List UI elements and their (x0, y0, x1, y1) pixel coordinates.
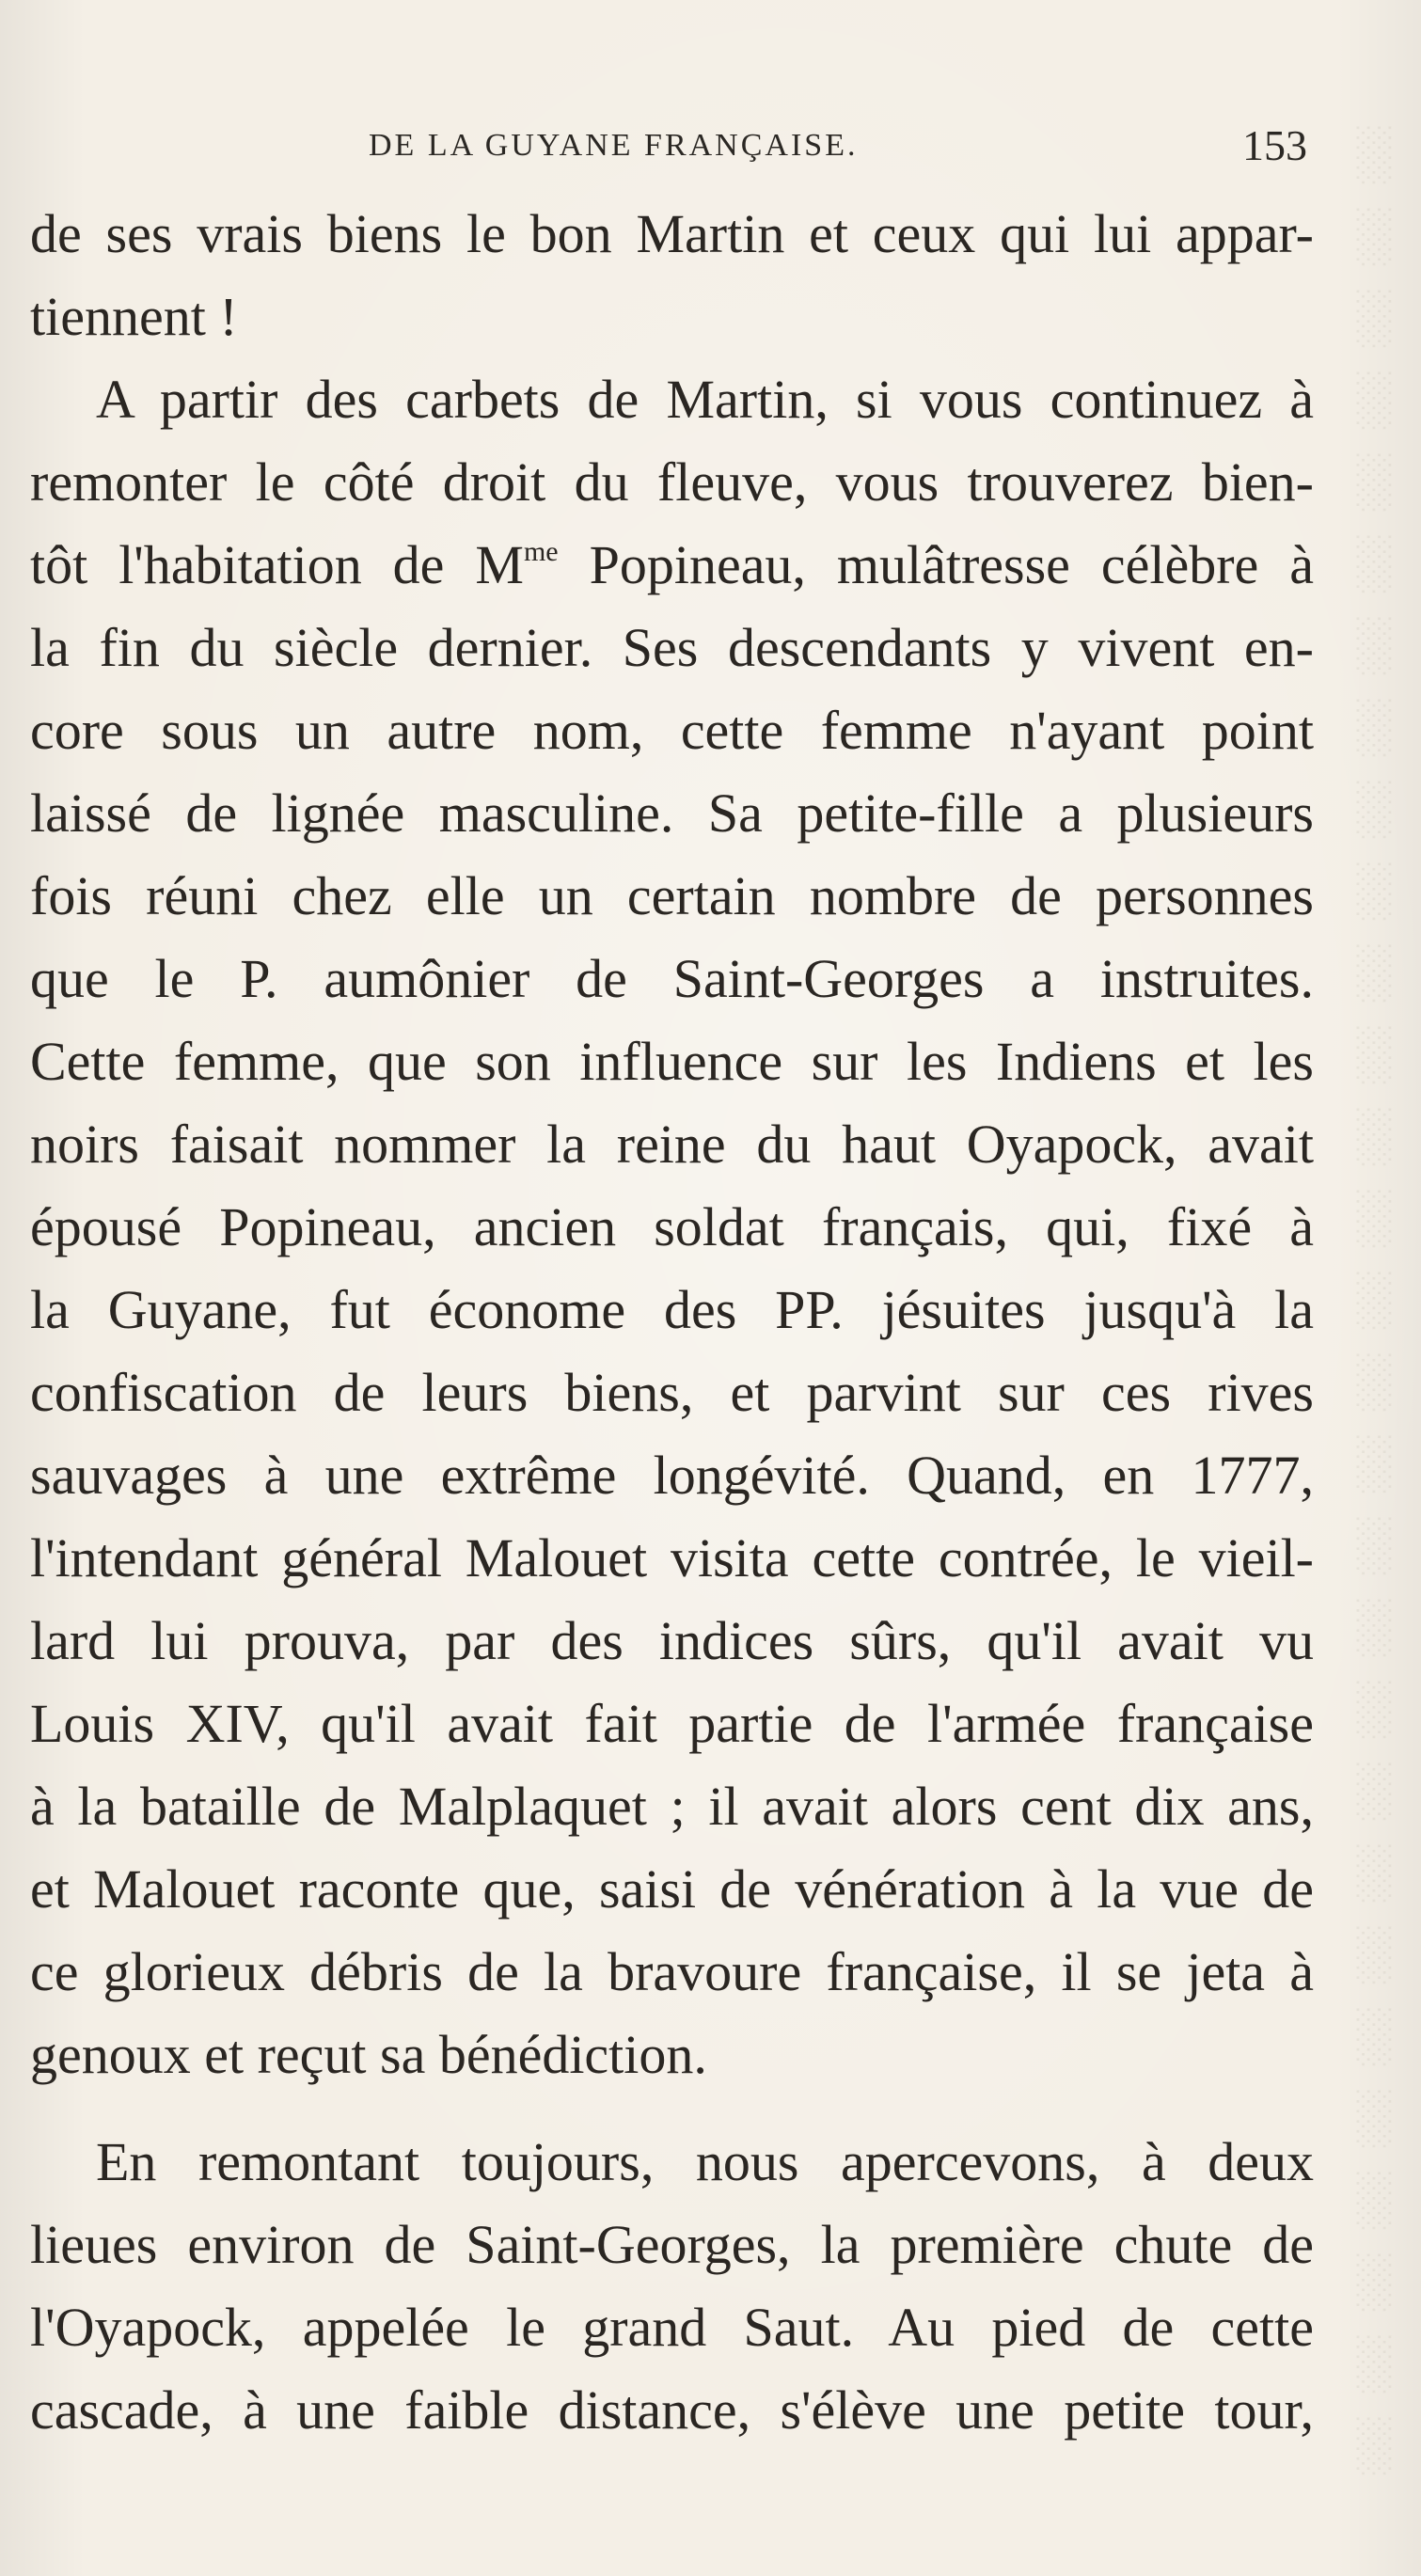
text-line: Louis XIV, qu'il avait fait partie de l'armée française (30, 1693, 1314, 1754)
running-head: DE LA GUYANE FRANÇAISE. (369, 128, 859, 163)
superscript-abbreviation: me (523, 536, 559, 567)
paragraph-spacer (30, 2096, 1314, 2121)
text-line-end: Popineau, mulâtresse célèbre à (558, 534, 1314, 595)
text-line: fois réuni chez elle un certain nombre de personnes (30, 865, 1314, 926)
text-line: la Guyane, fut économe des PP. jésuites jusqu'à la (30, 1279, 1314, 1340)
text-line: la fin du siècle dernier. Ses descendants y vivent en- (30, 617, 1314, 678)
text-line: cascade, à une faible distance, s'élève une petite tour, (30, 2379, 1314, 2441)
paragraph (30, 2121, 1314, 2452)
text-line: noirs faisait nommer la reine du haut Oyapock, avait (30, 1114, 1314, 1175)
paragraph (30, 193, 1314, 358)
text-line: ce glorieux débris de la bravoure française, il se jeta à (30, 1941, 1314, 2002)
text-line: A partir des carbets de Martin, si vous continuez à (96, 369, 1314, 430)
text-line (30, 524, 1314, 607)
text-line: que le P. aumônier de Saint-Georges a instruites. (30, 948, 1314, 1009)
text-line: l'Oyapock, appelée le grand Saut. Au pied de cette (30, 2297, 1314, 2358)
text-line: l'intendant général Malouet visita cette contrée, le vieil- (30, 1527, 1314, 1588)
text-line-start: tôt l'habitation de M (30, 534, 524, 595)
text-line: et Malouet raconte que, saisi de vénération à la vue de (30, 1858, 1314, 1920)
text-line: laissé de lignée masculine. Sa petite-fille a plusieurs (30, 782, 1314, 844)
text-line: core sous un autre nom, cette femme n'ayant point (30, 700, 1314, 761)
text-line: de ses vrais biens le bon Martin et ceux qui lui appar- (30, 203, 1314, 264)
page-number: 153 (1242, 121, 1307, 169)
text-line: tiennent ! (30, 286, 238, 347)
reverse-side-show-through: ░ ░ ░ ░ ░ ░ ░ ░ ░ ░ ░ ░ ░ ░ ░ ░ ░ ░ ░ ░ ░ ░ ░ ░ ░ ░ ░ ░ ░ (1356, 124, 1394, 2473)
body-text (30, 193, 1314, 2452)
text-line: sauvages à une extrême longévité. Quand, en 1777, (30, 1445, 1314, 1506)
text-line: Cette femme, que son influence sur les Indiens et les (30, 1031, 1314, 1092)
text-line: épousé Popineau, ancien soldat français, qui, fixé à (30, 1196, 1314, 1257)
text-line: lard lui prouva, par des indices sûrs, qu'il avait vu (30, 1610, 1314, 1671)
paragraph (30, 358, 1314, 2096)
text-line: remonter le côté droit du fleuve, vous trouverez bien- (30, 451, 1314, 513)
text-line: genoux et reçut sa bénédiction. (30, 2024, 707, 2085)
text-line: à la bataille de Malplaquet ; il avait alors cent dix ans, (30, 1776, 1314, 1837)
page-header (30, 120, 1307, 177)
text-line: En remontant toujours, nous apercevons, à deux (96, 2131, 1314, 2192)
text-line: confiscation de leurs biens, et parvint sur ces rives (30, 1362, 1314, 1423)
text-line: lieues environ de Saint-Georges, la première chute de (30, 2214, 1314, 2275)
